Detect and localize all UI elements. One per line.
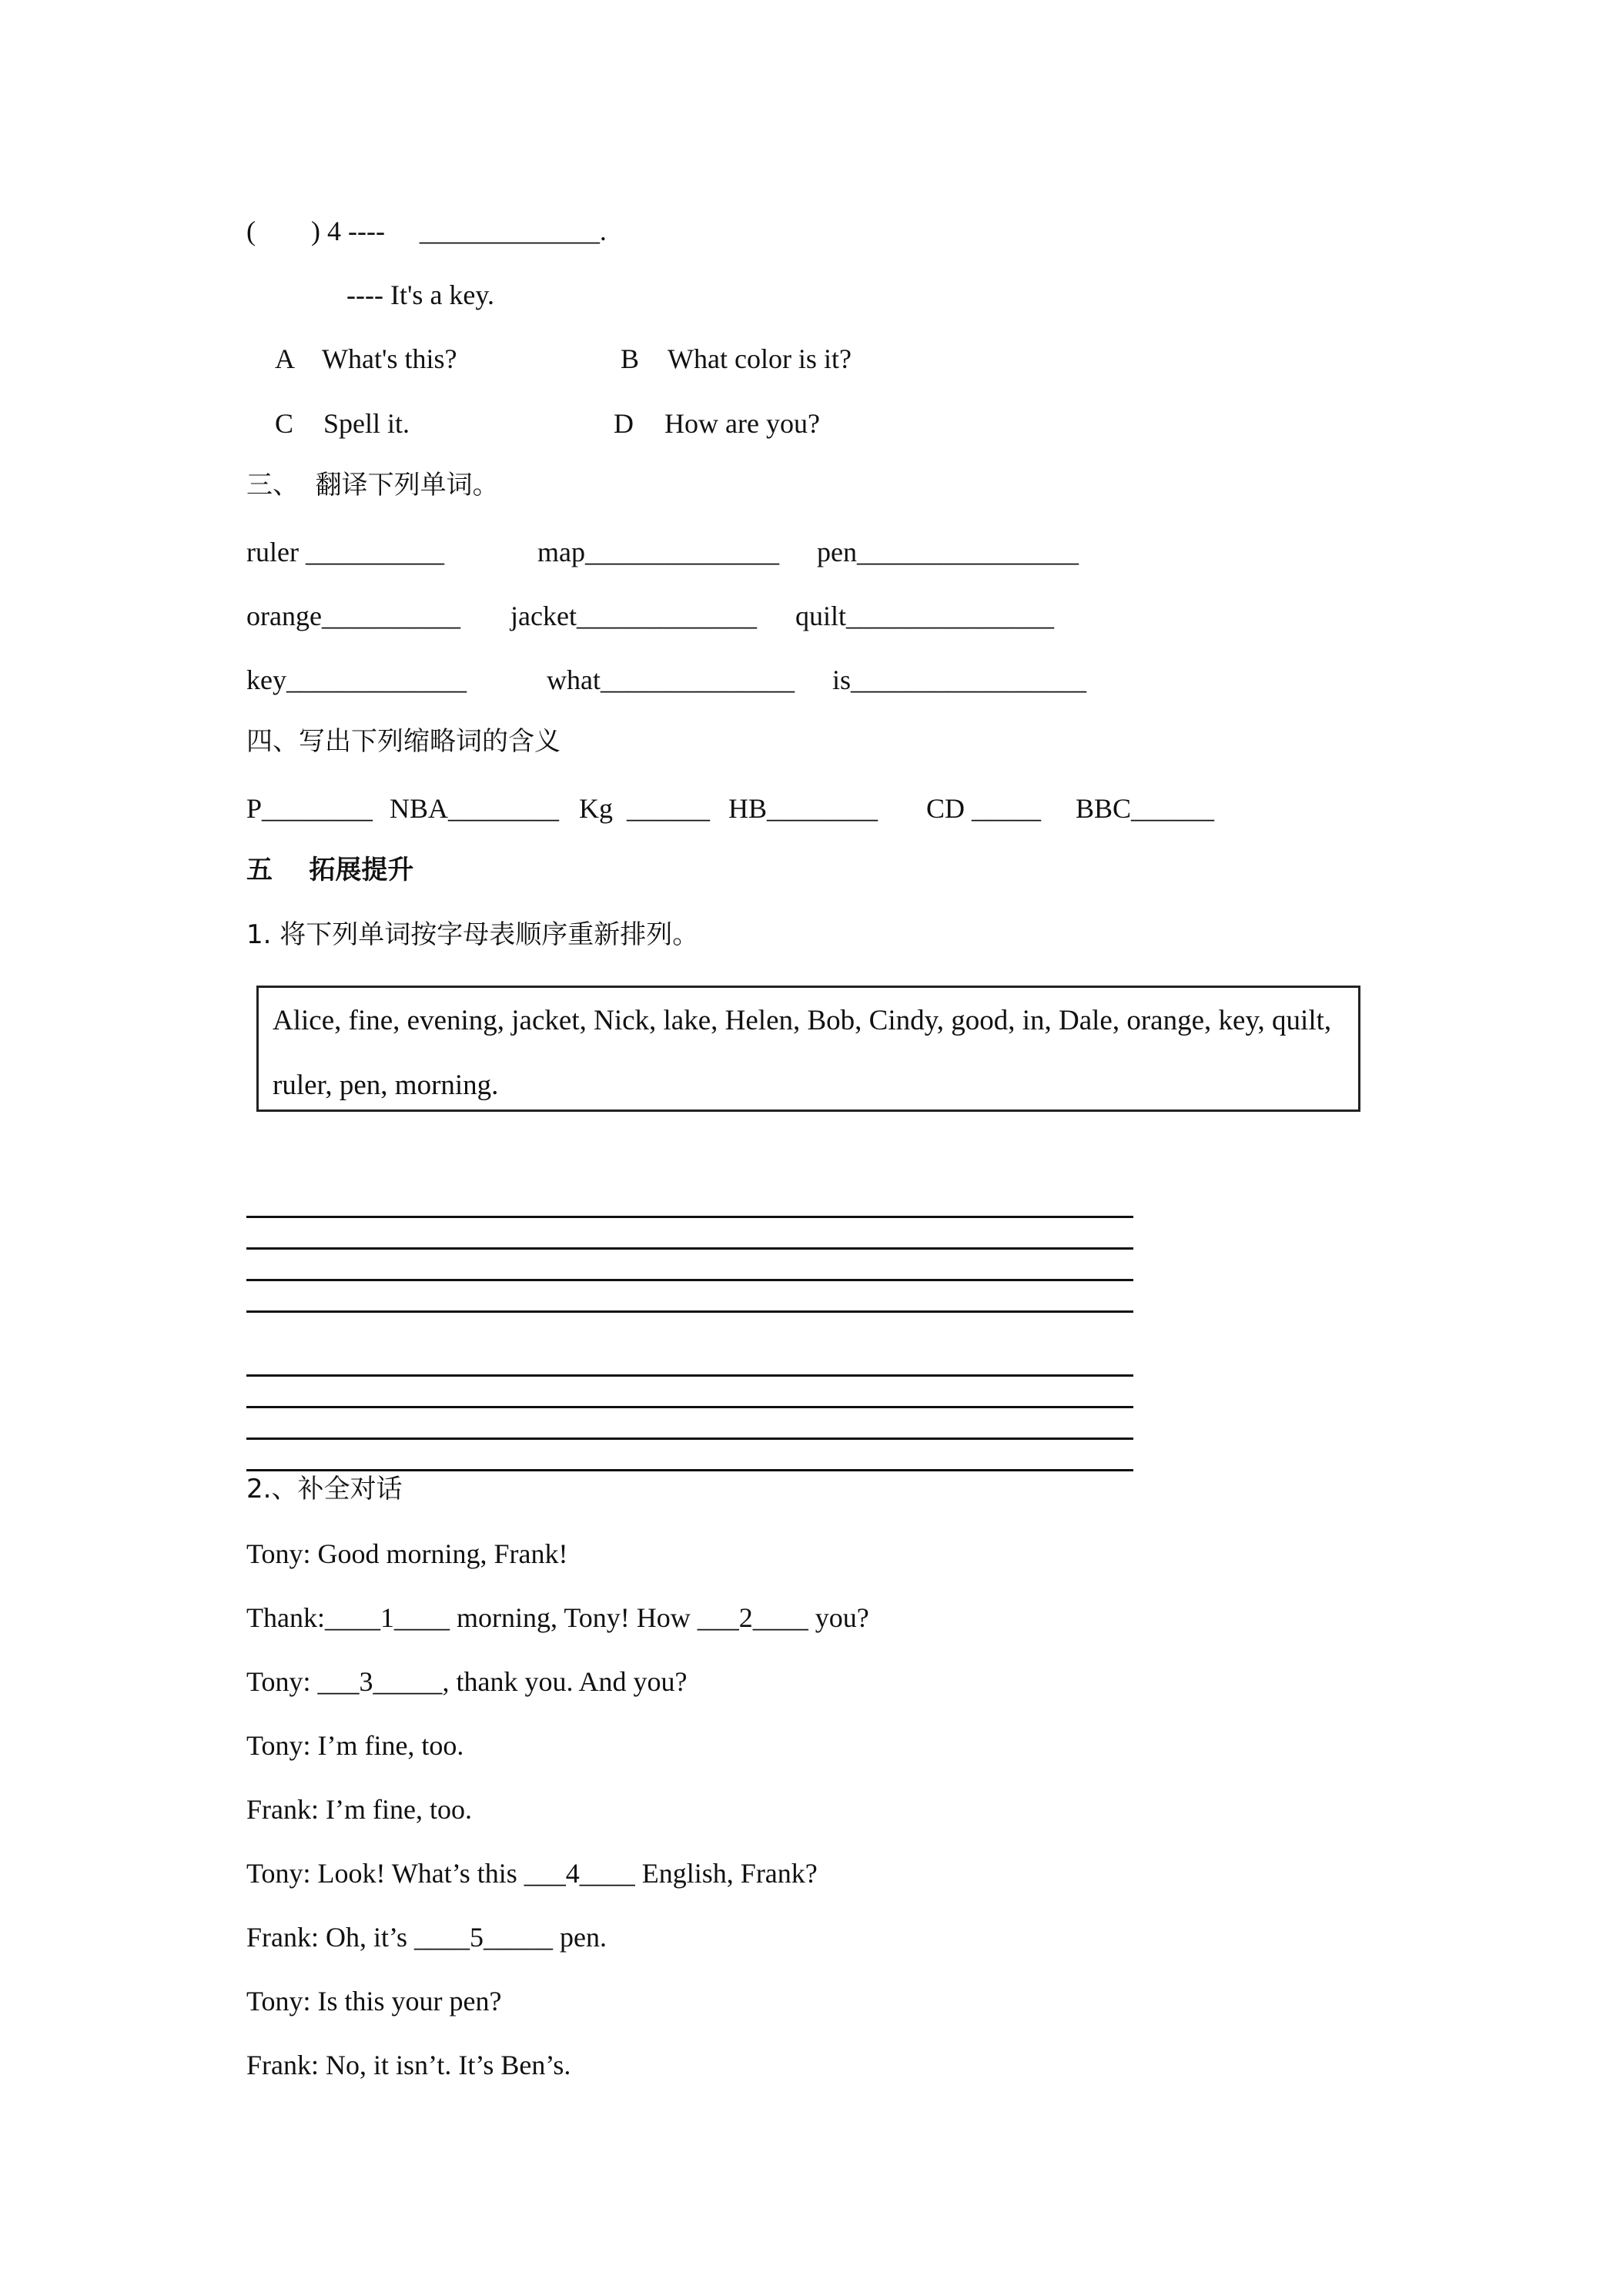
answer-line-4 [246, 1310, 1133, 1313]
task2-instruction: 2.、补全对话 [246, 1474, 403, 1504]
vocab-map: map______________ [537, 537, 779, 567]
abbr-nba: NBA________ [390, 793, 560, 824]
word-list-box [256, 986, 1360, 1112]
abbr-p: P________ [246, 793, 373, 824]
answer-line-1 [246, 1216, 1133, 1218]
q4-stem: ( ) 4 ---- _____________. [246, 216, 607, 246]
q4-reply: ---- It's a key. [346, 279, 495, 310]
dialogue-line-7: Frank: Oh, it’s ____5_____ pen. [246, 1922, 607, 1953]
dialogue-line-6: Tony: Look! What’s this ___4____ English, Frank? [246, 1858, 818, 1889]
q4-option-d-text: How are you? [664, 408, 820, 439]
answer-line-3 [246, 1279, 1133, 1281]
word-list-line-2: ruler, pen, morning. [273, 1069, 499, 1101]
vocab-jacket: jacket_____________ [510, 601, 757, 631]
vocab-quilt: quilt_______________ [795, 601, 1055, 631]
answer-line-8 [246, 1469, 1133, 1471]
abbr-hb: HB________ [728, 793, 878, 824]
vocab-ruler: ruler __________ [246, 537, 444, 567]
task1-instruction: 1. 将下列单词按字母表顺序重新排列。 [246, 919, 699, 950]
vocab-pen: pen________________ [817, 537, 1079, 567]
answer-line-6 [246, 1406, 1133, 1408]
word-list-line-1: Alice, fine, evening, jacket, Nick, lake, Helen, Bob, Cindy, good, in, Dale, orange, key, quilt, [273, 1005, 1332, 1036]
dialogue-line-3: Tony: ___3_____, thank you. And you? [246, 1666, 688, 1697]
answer-line-7 [246, 1438, 1133, 1440]
dialogue-line-5: Frank: I’m fine, too. [246, 1794, 472, 1825]
dialogue-line-4: Tony: I’m fine, too. [246, 1730, 464, 1761]
abbr-kg: Kg ______ [579, 793, 710, 824]
answer-line-5 [246, 1374, 1133, 1377]
dialogue-line-1: Tony: Good morning, Frank! [246, 1538, 568, 1569]
section3-heading: 三、 翻译下列单词。 [246, 470, 499, 500]
answer-line-2 [246, 1247, 1133, 1250]
abbr-bbc: BBC______ [1076, 793, 1215, 824]
section5-heading: 五 拓展提升 [246, 855, 414, 885]
q4-option-b-text: What color is it? [668, 343, 852, 374]
q4-option-a-text: What's this? [322, 343, 457, 374]
abbr-cd: CD _____ [926, 793, 1042, 824]
q4-option-a-letter: A [275, 343, 295, 374]
vocab-what: what______________ [547, 664, 795, 695]
q4-option-d-letter: D [614, 408, 634, 439]
dialogue-line-9: Frank: No, it isn’t. It’s Ben’s. [246, 2050, 571, 2080]
q4-option-c-letter: C [275, 408, 294, 439]
section4-heading: 四、写出下列缩略词的含义 [246, 726, 561, 757]
dialogue-line-2: Thank:____1____ morning, Tony! How ___2____ you? [246, 1602, 869, 1633]
vocab-key: key_____________ [246, 664, 467, 695]
dialogue-line-8: Tony: Is this your pen? [246, 1986, 502, 2017]
vocab-is: is_________________ [832, 664, 1087, 695]
q4-option-b-letter: B [621, 343, 640, 374]
q4-option-c-text: Spell it. [323, 408, 410, 439]
vocab-orange: orange__________ [246, 601, 460, 631]
